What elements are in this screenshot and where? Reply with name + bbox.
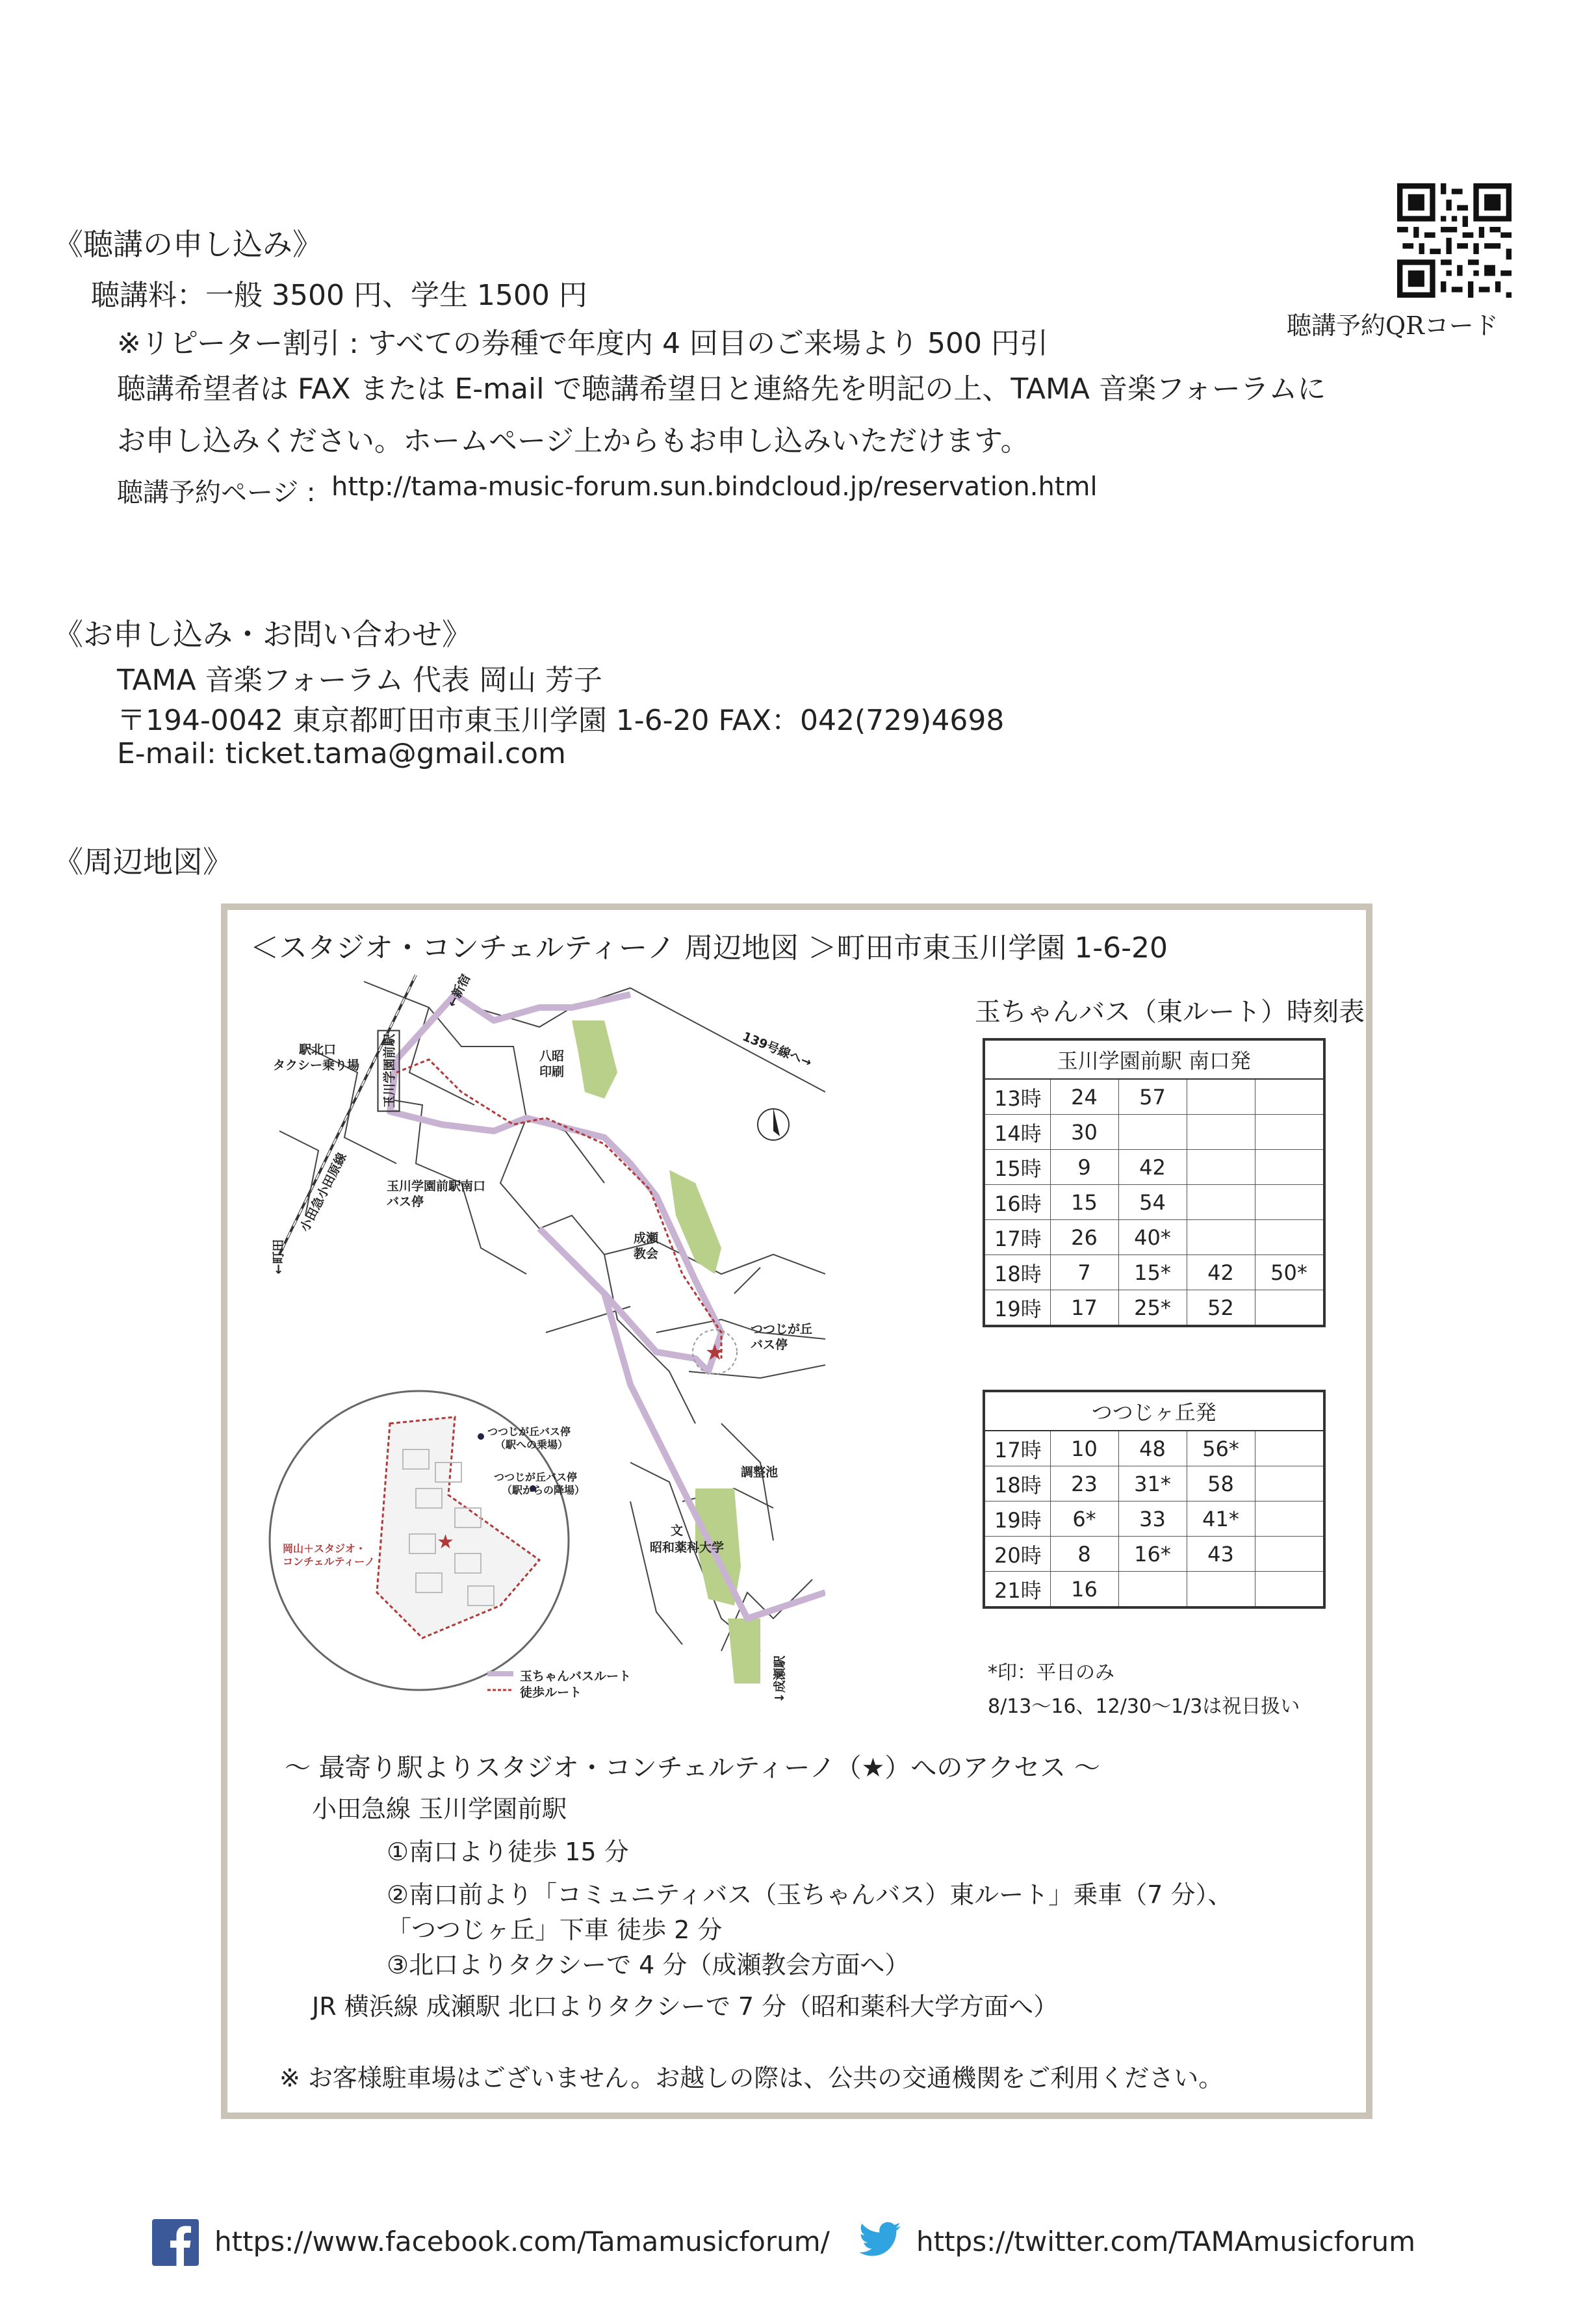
legend-walk-route: 徒歩ルート — [520, 1685, 582, 1700]
label-inset-stop1: つつじが丘バス停 — [487, 1425, 571, 1438]
access-heading: 〜 最寄り駅よりスタジオ・コンチェルティーノ（★）へのアクセス 〜 — [285, 1753, 1100, 1783]
legend-bus-route: 玉ちゃんバスルート — [520, 1669, 632, 1684]
label-taxi: タクシー乗り場 — [273, 1058, 360, 1072]
inset-star-icon: ★ — [437, 1531, 454, 1554]
timetable-minute-cell: 17 — [1050, 1290, 1118, 1327]
timetable-minute-cell: 41* — [1187, 1502, 1255, 1537]
label-pond: 調整池 — [741, 1465, 779, 1479]
label-route139: 139号線へ→ — [740, 1029, 814, 1071]
timetable-minute-cell: 58 — [1187, 1466, 1255, 1502]
contact-organization: TAMA 音楽フォーラム 代表 岡山 芳子 — [117, 664, 602, 697]
timetable-minute-cell — [1255, 1115, 1324, 1150]
twitter-icon[interactable] — [859, 2222, 901, 2257]
application-heading: 《聴講の申し込み》 — [53, 227, 322, 262]
timetable-minute-cell: 10 — [1050, 1431, 1118, 1466]
timetable-row — [984, 1431, 1324, 1466]
timetable-hour-cell: 19時 — [984, 1502, 1050, 1537]
repeater-discount: ※リピーター割引 : すべての券種で年度内 4 回目のご来場より 500 円引 — [117, 327, 1048, 360]
label-okayama: 岡山＋スタジオ・ — [283, 1542, 367, 1555]
timetable-hour-cell: 16時 — [984, 1185, 1050, 1220]
timetable-minute-cell: 26 — [1050, 1220, 1118, 1255]
timetable-minute-cell — [1187, 1079, 1255, 1115]
timetable-minute-cell: 8 — [1050, 1537, 1118, 1572]
label-south-bus-2: バス停 — [387, 1195, 424, 1209]
timetable-minute-cell — [1255, 1572, 1324, 1608]
qr-caption: 聴講予約QRコード — [1287, 311, 1499, 340]
timetable-minute-cell: 16* — [1118, 1537, 1187, 1572]
timetable-minute-cell: 57 — [1118, 1079, 1187, 1115]
timetable-row — [984, 1255, 1324, 1290]
label-machida: ←町田 — [271, 1239, 286, 1275]
timetable-minute-cell: 33 — [1118, 1502, 1187, 1537]
label-naruse-church: 成瀬 — [634, 1231, 659, 1245]
label-hachisho-2: 印刷 — [539, 1065, 565, 1079]
timetable-minute-cell — [1187, 1185, 1255, 1220]
timetable-row — [984, 1185, 1324, 1220]
map-section-heading: 《周辺地図》 — [53, 844, 233, 879]
label-okayama-2: コンチェルティーノ — [283, 1555, 375, 1568]
access-route-2b: 「つつじヶ丘」下車 徒歩 2 分 — [387, 1916, 723, 1944]
timetable-tsutsuji-header: つつじヶ丘発 — [984, 1391, 1324, 1431]
label-inset-stop2b: （駅からの降場） — [502, 1484, 586, 1496]
facebook-link[interactable]: https://www.facebook.com/Tamamusicforum/ — [214, 2226, 830, 2257]
timetable-hour-cell: 20時 — [984, 1537, 1050, 1572]
timetable-minute-cell: 7 — [1050, 1255, 1118, 1290]
timetable-minute-cell: 40* — [1118, 1220, 1187, 1255]
application-instructions-1: 聴講希望者は FAX または E-mail で聴講希望日と連絡先を明記の上、TAMA 音楽フォーラムに — [117, 372, 1326, 406]
contact-email[interactable]: E-mail: ticket.tama@gmail.com — [117, 737, 566, 770]
timetable-row — [984, 1115, 1324, 1150]
label-south-bus: 玉川学園前駅南口 — [387, 1179, 486, 1193]
label-university: 昭和薬科大学 — [650, 1540, 725, 1555]
label-station: 玉川学園前駅 — [378, 1030, 400, 1112]
timetable-minute-cell: 30 — [1050, 1115, 1118, 1150]
parking-note: ※ お客様駐車場はございません。お越しの際は、公共の交通機関をご利用ください。 — [279, 2064, 1224, 2092]
application-instructions-2: お申し込みください。ホームページ上からもお申し込みいただけます。 — [117, 424, 1029, 458]
timetable-minute-cell — [1255, 1220, 1324, 1255]
timetable-title: 玉ちゃんバス（東ルート）時刻表 — [975, 997, 1365, 1027]
qr-code-image[interactable] — [1397, 183, 1512, 298]
label-north-exit: 駅北口 — [299, 1043, 337, 1057]
timetable-minute-cell: 24 — [1050, 1079, 1118, 1115]
timetable-minute-cell: 42 — [1118, 1150, 1187, 1185]
timetable-row — [984, 1502, 1324, 1537]
timetable-row — [984, 1572, 1324, 1608]
label-naruse-church-2: 教会 — [634, 1247, 659, 1261]
label-inset-stop2: つつじが丘バス停 — [494, 1471, 578, 1483]
timetable-hour-cell: 21時 — [984, 1572, 1050, 1608]
timetable-hour-cell: 13時 — [984, 1079, 1050, 1115]
label-school-mark: 文 — [671, 1524, 684, 1538]
timetable-minute-cell: 43 — [1187, 1537, 1255, 1572]
timetable-minute-cell: 52 — [1187, 1290, 1255, 1327]
timetable-row — [984, 1220, 1324, 1255]
timetable-minute-cell — [1255, 1466, 1324, 1502]
timetable-minute-cell: 48 — [1118, 1431, 1187, 1466]
timetable-minute-cell — [1255, 1185, 1324, 1220]
timetable-minute-cell — [1255, 1502, 1324, 1537]
label-odakyu-line: 小田急小田原線 — [297, 1150, 350, 1234]
access-route-1: ①南口より徒歩 15 分 — [387, 1838, 629, 1866]
timetable-minute-cell — [1118, 1572, 1187, 1608]
timetable-row — [984, 1079, 1324, 1115]
timetable-minute-cell: 6* — [1050, 1502, 1118, 1537]
timetable-minute-cell: 15 — [1050, 1185, 1118, 1220]
label-shinjuku: ←新宿 — [444, 972, 474, 1010]
contact-address: 〒194-0042 東京都町田市東玉川学園 1-6-20 FAX：042(729)4698 — [117, 704, 1005, 737]
label-inset-stop1b: （駅への乗場） — [495, 1438, 569, 1451]
timetable-minute-cell — [1187, 1115, 1255, 1150]
timetable-minute-cell: 31* — [1118, 1466, 1187, 1502]
label-hachisho: 八昭 — [539, 1049, 565, 1063]
label-naruse-station: ↓成瀬駅 — [772, 1656, 787, 1703]
fee-text: 聴講料：一般 3500 円、学生 1500 円 — [91, 279, 587, 312]
timetable-hour-cell: 18時 — [984, 1255, 1050, 1290]
timetable-minute-cell — [1255, 1079, 1324, 1115]
timetable-row — [984, 1466, 1324, 1502]
timetable-tsutsuji — [983, 1390, 1326, 1609]
timetable-tamagawa — [983, 1038, 1326, 1327]
studio-star-icon: ★ — [704, 1340, 725, 1366]
timetable-minute-cell — [1255, 1150, 1324, 1185]
timetable-minute-cell — [1255, 1431, 1324, 1466]
timetable-minute-cell — [1255, 1537, 1324, 1572]
reserve-label: 聴講予約ページ : — [117, 478, 316, 508]
timetable-hour-cell: 14時 — [984, 1115, 1050, 1150]
timetable-hour-cell: 19時 — [984, 1290, 1050, 1327]
map-frame — [221, 904, 1372, 2119]
timetable-minute-cell — [1187, 1220, 1255, 1255]
reserve-url-link[interactable]: http://tama-music-forum.sun.bindcloud.jp/reservation.html — [331, 472, 1098, 502]
timetable-minute-cell: 56* — [1187, 1431, 1255, 1466]
access-odakyu: 小田急線 玉川学園前駅 — [312, 1795, 567, 1823]
timetable-hour-cell: 18時 — [984, 1466, 1050, 1502]
timetable-minute-cell: 15* — [1118, 1255, 1187, 1290]
timetable-note-holiday: 8/13〜16、12/30〜1/3は祝日扱い — [988, 1695, 1300, 1718]
timetable-note-weekday: *印：平日のみ — [988, 1661, 1114, 1684]
timetable-minute-cell: 16 — [1050, 1572, 1118, 1608]
timetable-minute-cell — [1255, 1290, 1324, 1327]
timetable-minute-cell: 23 — [1050, 1466, 1118, 1502]
twitter-link[interactable]: https://twitter.com/TAMAmusicforum — [916, 2226, 1415, 2257]
timetable-minute-cell: 50* — [1255, 1255, 1324, 1290]
access-jr: JR 横浜線 成瀬駅 北口よりタクシーで 7 分（昭和薬科大学方面へ） — [312, 1992, 1059, 2021]
timetable-row — [984, 1150, 1324, 1185]
label-tsutsuji-stop-2: バス停 — [751, 1338, 788, 1352]
timetable-hour-cell: 17時 — [984, 1431, 1050, 1466]
timetable-minute-cell — [1187, 1572, 1255, 1608]
access-route-3: ③北口よりタクシーで 4 分（成瀬教会方面へ） — [387, 1951, 910, 1979]
timetable-minute-cell: 25* — [1118, 1290, 1187, 1327]
label-tsutsuji-stop: つつじが丘 — [751, 1322, 813, 1336]
timetable-minute-cell: 54 — [1118, 1185, 1187, 1220]
timetable-row — [984, 1537, 1324, 1572]
timetable-minute-cell: 42 — [1187, 1255, 1255, 1290]
timetable-row — [984, 1290, 1324, 1327]
timetable-tamagawa-header: 玉川学園前駅 南口発 — [984, 1039, 1324, 1079]
timetable-hour-cell: 17時 — [984, 1220, 1050, 1255]
timetable-minute-cell — [1187, 1150, 1255, 1185]
map-title: ＜スタジオ・コンチェルティーノ 周辺地図 ＞町田市東玉川学園 1-6-20 — [250, 931, 1168, 965]
facebook-icon[interactable] — [152, 2219, 199, 2266]
timetable-minute-cell: 9 — [1050, 1150, 1118, 1185]
contact-heading: 《お申し込み・お問い合わせ》 — [53, 617, 472, 652]
timetable-minute-cell — [1118, 1115, 1187, 1150]
timetable-hour-cell: 15時 — [984, 1150, 1050, 1185]
access-route-2a: ②南口前より「コミュニティバス（玉ちゃんバス）東ルート」乗車（7 分）、 — [387, 1880, 1233, 1909]
